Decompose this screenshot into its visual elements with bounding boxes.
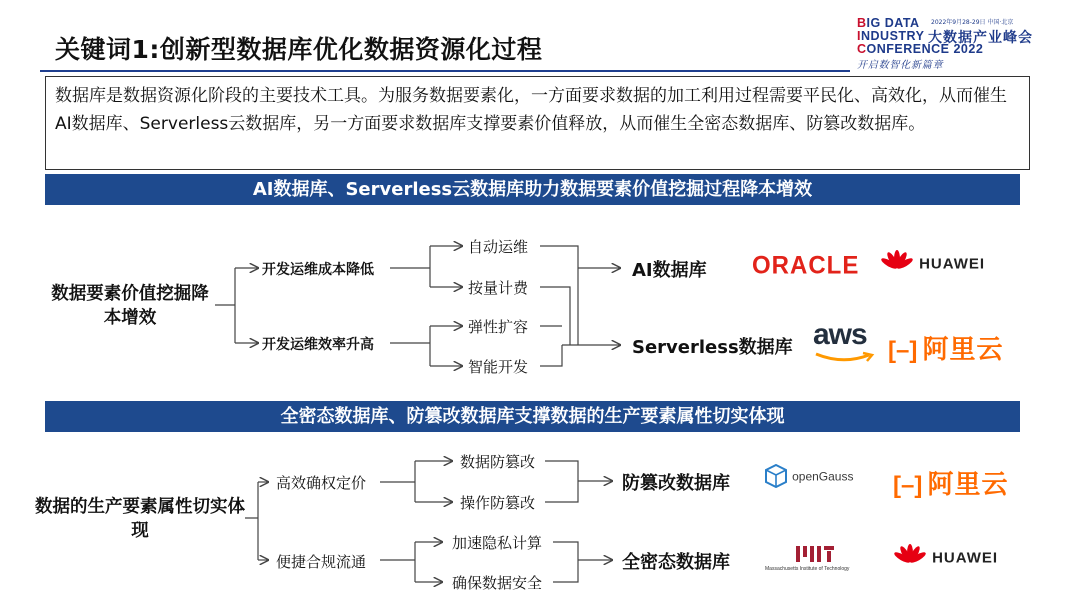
- section-b-target-fully-encrypted-db: 全密态数据库: [622, 552, 730, 573]
- section-b-banner: 全密态数据库、防篡改数据库支撑数据的生产要素属性切实体现: [45, 401, 1020, 432]
- mit-mark-icon: [795, 544, 835, 564]
- section-a-leaf-1: 自动运维: [468, 238, 529, 256]
- aws-logo: [813, 318, 879, 366]
- brand-line-3: CONFERENCE 2022: [857, 42, 984, 56]
- section-b-branch-1: 高效确权定价: [276, 474, 367, 492]
- mit-logo: [765, 544, 865, 574]
- section-b-leaf-2: 操作防篡改: [460, 494, 536, 512]
- section-a-leaf-4: 智能开发: [468, 358, 529, 376]
- section-b-branch-2: 便捷合规流通: [276, 553, 367, 571]
- huawei-petals-icon: [880, 250, 914, 278]
- section-b-leaf-4: 确保数据安全: [452, 574, 543, 592]
- huawei-wordmark: HUAWEI: [919, 255, 986, 273]
- huawei-wordmark: HUAWEI: [932, 549, 999, 567]
- aliyun-wordmark: 阿里云: [927, 470, 1009, 500]
- brand-line-1: BIG DATA: [857, 16, 920, 30]
- description-box: 数据库是数据资源化阶段的主要技术工具。为服务数据要素化，一方面要求数据的加工利用过程需要平民化、高效化，从而催生AI数据库、Serverless云数据库，另一方面要求数据库支撑要素价值释放，从而催生全密态数据库、防篡改数据库。: [45, 76, 1030, 170]
- aliyun-bracket-icon: [–]: [893, 472, 923, 499]
- section-b-target-tamperproof-db: 防篡改数据库: [622, 473, 730, 494]
- section-b-leaf-3: 加速隐私计算: [452, 534, 543, 552]
- brand-date: 2022年9月28-29日 中国·北京: [931, 19, 1014, 26]
- section-a-root: 数据要素价值挖掘降本增效: [51, 284, 209, 328]
- huawei-petals-icon: [893, 544, 927, 572]
- brand-cn-name: 大数据产业峰会: [928, 30, 1033, 46]
- brand-slogan: 开启数智化新篇章: [857, 60, 944, 71]
- opengauss-cube-icon: [765, 464, 787, 488]
- huawei-logo: [880, 250, 985, 278]
- opengauss-logo: [765, 464, 853, 488]
- brand-line-2: INDUSTRY: [857, 29, 925, 43]
- page-title: 关键词1:创新型数据库优化数据资源化过程: [55, 35, 543, 64]
- section-a-branch-2: 开发运维效率升高: [262, 337, 374, 353]
- aliyun-logo-b: [893, 464, 1008, 501]
- huawei-logo-b: [893, 544, 998, 572]
- aliyun-logo-a: [888, 329, 1003, 366]
- section-a-leaf-2: 按量计费: [468, 279, 529, 297]
- section-b-leaf-1: 数据防篡改: [460, 453, 536, 471]
- aliyun-wordmark: 阿里云: [922, 335, 1004, 365]
- aws-wordmark: aws: [813, 318, 867, 351]
- opengauss-wordmark: openGauss: [792, 469, 854, 484]
- section-a-target-ai-db: AI数据库: [632, 260, 707, 281]
- aws-smile-icon: [813, 351, 877, 365]
- mit-subtitle: Massachusetts Institute of Technology: [765, 566, 850, 572]
- oracle-logo: ORACLE: [752, 251, 860, 280]
- section-a-banner: AI数据库、Serverless云数据库助力数据要素价值挖掘过程降本增效: [45, 174, 1020, 205]
- section-b-root: 数据的生产要素属性切实体现: [35, 497, 245, 541]
- aliyun-bracket-icon: [–]: [888, 337, 918, 364]
- section-a-leaf-3: 弹性扩容: [468, 318, 529, 336]
- section-a-target-serverless-db: Serverless数据库: [632, 337, 793, 358]
- section-a-branch-1: 开发运维成本降低: [262, 262, 374, 278]
